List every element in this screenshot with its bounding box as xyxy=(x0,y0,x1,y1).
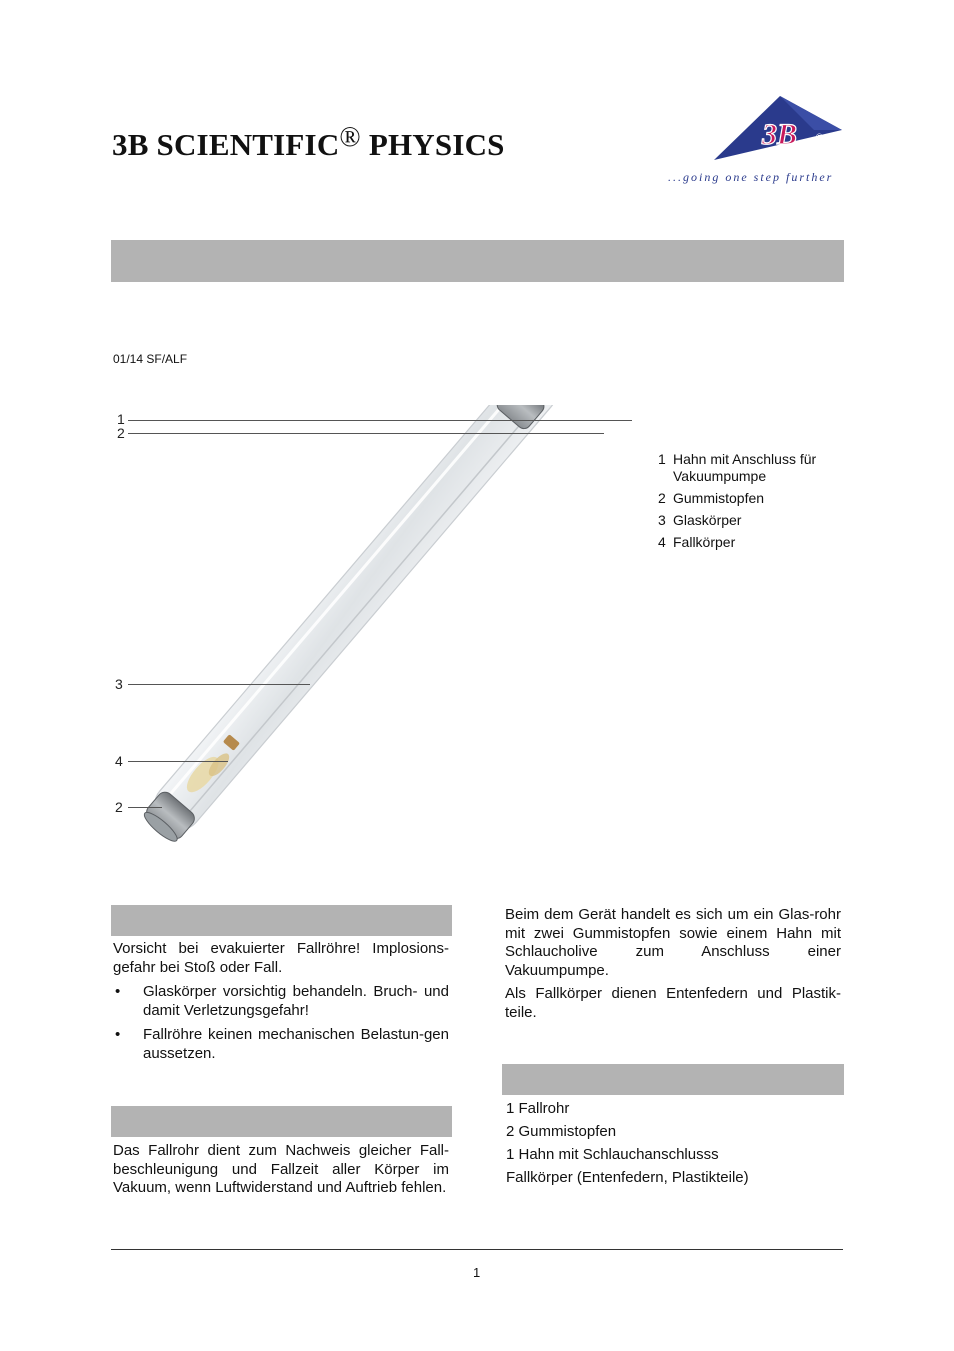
legend-number: 3 xyxy=(658,512,666,528)
logo-registered-mark: ® xyxy=(816,132,823,142)
scope-of-delivery-list xyxy=(506,1100,842,1192)
legend-item xyxy=(658,512,848,529)
callout-2-top: 2 xyxy=(117,425,125,441)
legend-number: 4 xyxy=(658,534,666,550)
safety-section-bar xyxy=(111,905,452,936)
legend-text: Hahn mit Anschluss für Vakuumpumpe xyxy=(673,451,817,484)
legend-number: 1 xyxy=(658,451,666,467)
purpose-text: Das Fallrohr dient zum Nachweis gleicher Fall-beschleunigung und Fallzeit aller Körper im Vakuum, wenn Luftwiderstand und Auftrieb fehlen. xyxy=(113,1142,449,1196)
scope-item: 2 Gummistopfen xyxy=(506,1123,617,1140)
title-bar xyxy=(111,240,844,282)
safety-bullet: • Glaskörper vorsichtig behandeln. Bruch- und damit Verletzungsgefahr! xyxy=(113,983,449,1020)
scope-item: Fallkörper (Entenfedern, Plastikteile) xyxy=(506,1169,749,1186)
callout-line-5 xyxy=(128,807,162,808)
scope-item: 1 Fallrohr xyxy=(506,1100,570,1117)
safety-section xyxy=(113,940,449,1063)
scope-item: 1 Hahn mit Schlauchanschlusss xyxy=(506,1146,719,1163)
brand-title xyxy=(112,122,505,163)
callout-4: 4 xyxy=(115,753,123,769)
logo-text: 3B xyxy=(762,118,798,151)
callout-2-bottom: 2 xyxy=(115,799,123,815)
document-reference: 01/14 SF/ALF xyxy=(113,352,188,366)
callout-3: 3 xyxy=(115,676,123,692)
legend-item xyxy=(658,451,848,485)
legend-item xyxy=(658,490,848,507)
footer-divider xyxy=(111,1249,843,1250)
3b-logo xyxy=(712,94,844,162)
parts-legend xyxy=(658,451,848,556)
tagline: ...going one step further xyxy=(668,170,834,184)
scope-section-bar xyxy=(502,1064,844,1095)
safety-bullet: • Fallröhre keinen mechanischen Belastun-gen aussetzen. xyxy=(113,1026,449,1063)
safety-list xyxy=(113,983,449,1063)
brand-main: 3B SCIENTIFIC xyxy=(112,127,340,162)
legend-text: Fallkörper xyxy=(673,534,736,550)
callout-line-1 xyxy=(128,420,632,421)
description-section xyxy=(505,906,841,1022)
callout-line-2 xyxy=(128,433,604,434)
callout-line-4 xyxy=(128,761,228,762)
purpose-section-bar xyxy=(111,1106,452,1137)
callout-line-3 xyxy=(128,684,310,685)
legend-item xyxy=(658,534,848,551)
callout-1-top: 1 xyxy=(117,411,125,427)
description-paragraph-2: Als Fallkörper dienen Entenfedern und Plastik-teile. xyxy=(505,985,841,1021)
safety-intro: Vorsicht bei evakuierter Fallröhre! Implosions-gefahr bei Stoß oder Fall. xyxy=(113,940,449,976)
legend-text: Gummistopfen xyxy=(673,490,765,506)
description-paragraph-1: Beim dem Gerät handelt es sich um ein Glas-rohr mit zwei Gummistopfen sowie einem Hahn mit Schlaucholive zum Anschluss einer Vakuumpumpe. xyxy=(505,906,841,979)
legend-text: Glaskörper xyxy=(673,512,742,528)
page-number: 1 xyxy=(473,1265,481,1280)
brand-tail: PHYSICS xyxy=(368,127,505,162)
brand-registered-mark: ® xyxy=(339,122,361,153)
legend-number: 2 xyxy=(658,490,666,506)
fall-tube-image xyxy=(140,405,660,865)
